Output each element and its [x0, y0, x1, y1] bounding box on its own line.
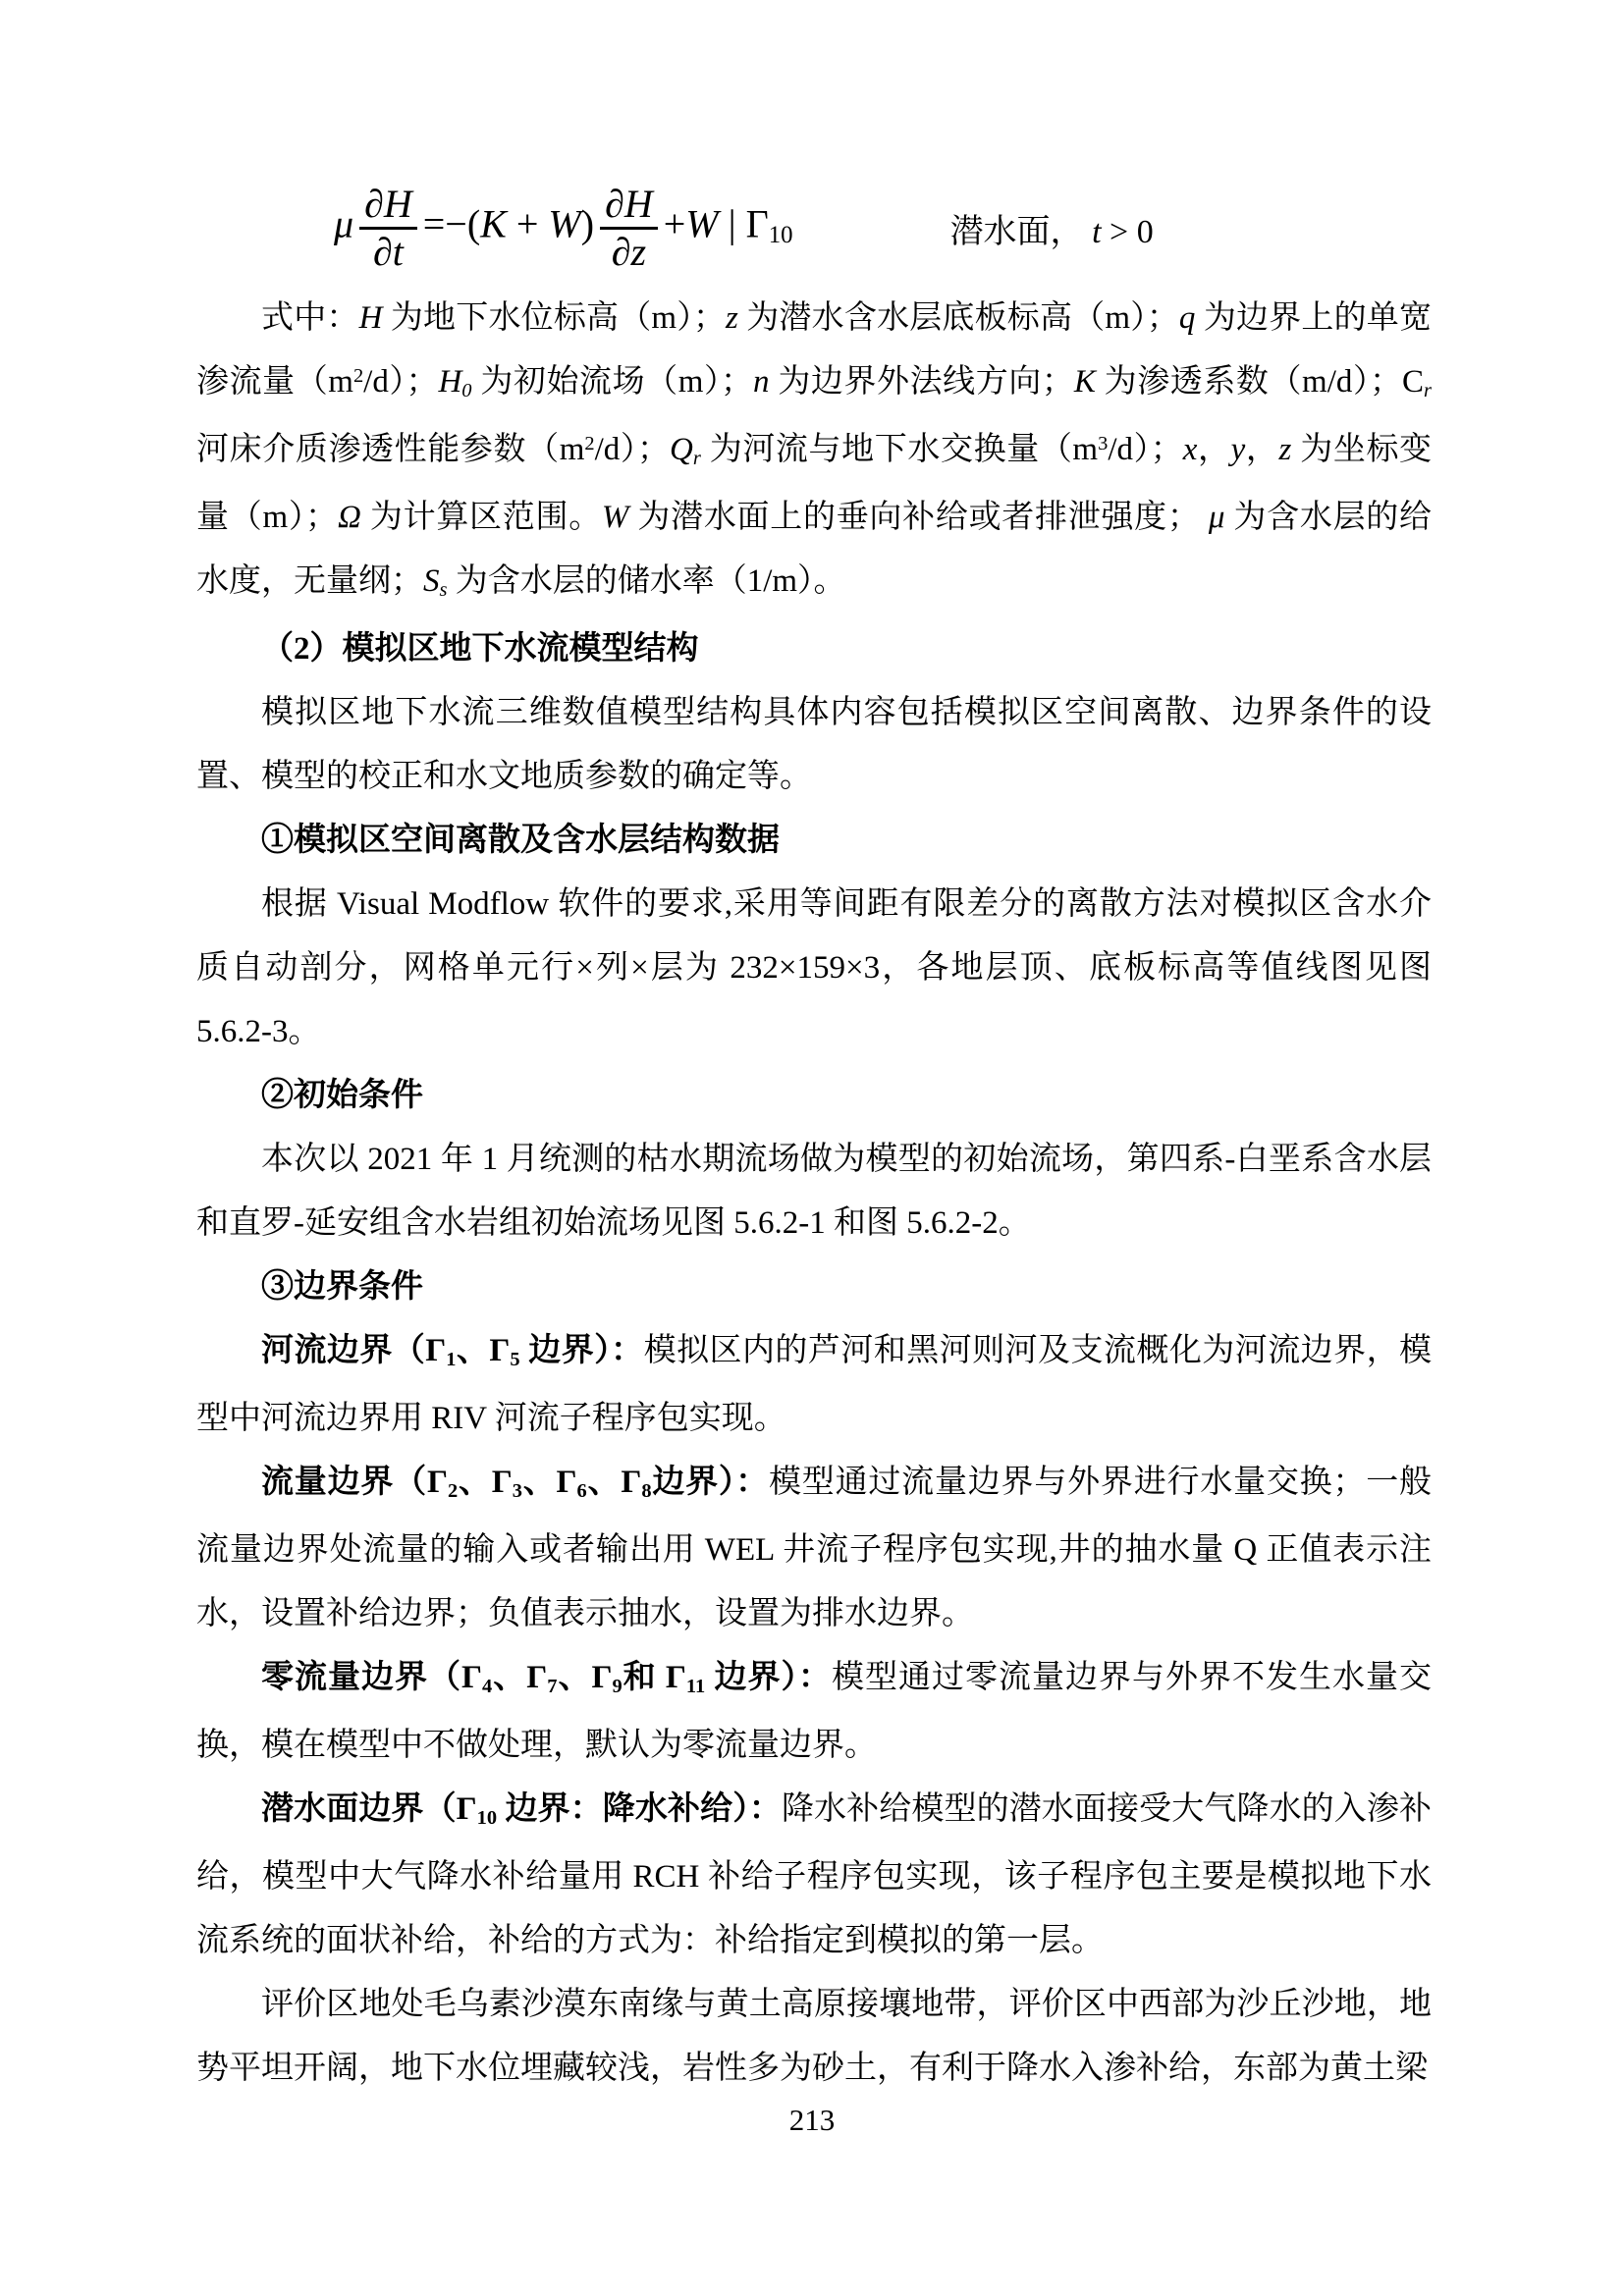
text-segment: ) — [580, 201, 595, 246]
text-segment: 降水补给模型的潜水面接受大气降水的入渗补给，模型中大气降水补给量用 RCH 补给子程序包实现，该子程序包主要是模拟地下水流系统的面状补给，补给的方式为：补给指定到模拟的第一层。 — [196, 1791, 1433, 1958]
text-segment: 2 — [584, 432, 595, 454]
paragraph — [196, 287, 1432, 617]
text-segment: 根据 Visual Modflow 软件的要求,采用等间距有限差分的离散方法对模拟区含水介质自动剖分，网格单元行×列×层为 232×159×3，各地层顶、底板标高等值线图见图 5.6.2-3。 — [196, 886, 1432, 1049]
text-segment: 潜水面边界（Γ — [261, 1791, 477, 1827]
text-segment: 流量边界（Γ — [261, 1465, 448, 1500]
text-segment: 河流边界（Γ — [261, 1333, 447, 1368]
text-segment: 为初始流场（m）； — [471, 364, 754, 400]
text-segment: y — [1230, 432, 1246, 467]
text-segment: 边界）： — [651, 1465, 770, 1500]
text-segment: 为边界上的单宽渗流量（m — [196, 300, 1433, 400]
text-segment: H — [438, 364, 462, 400]
text-segment: 、Γ — [586, 1465, 642, 1500]
text-segment: W — [548, 201, 581, 246]
text-segment: 潜水面， — [949, 214, 1084, 250]
text-segment: s — [439, 578, 448, 601]
text-segment: 3 — [512, 1479, 522, 1502]
text-segment: ②初始条件 — [261, 1078, 423, 1113]
text-segment: 3 — [1098, 432, 1109, 454]
text-segment: 7 — [547, 1675, 558, 1697]
section-heading — [196, 1064, 1432, 1128]
text-segment: > 0 — [1101, 214, 1154, 250]
text-segment: 本次以 2021 年 1 月统测的枯水期流场做为模型的初始流场，第四系-白垩系含水层和直罗-延安组含水岩组初始流场见图 5.6.2-1 和图 5.6.2-2。 — [196, 1142, 1432, 1241]
text-segment: 10 — [768, 222, 793, 249]
document-body — [196, 142, 1432, 2101]
text-segment: W — [601, 500, 629, 535]
section-heading — [196, 1255, 1432, 1319]
text-segment: ①模拟区空间离散及含水层结构数据 — [261, 823, 780, 858]
text-segment: x — [1182, 432, 1198, 467]
text-segment: 为地下水位标高（m）； — [382, 300, 726, 336]
text-segment: 为含水层的给水度，无量纲； — [196, 500, 1432, 599]
text-segment: 、Γ — [456, 1333, 511, 1368]
page-number: 213 — [788, 2103, 836, 2137]
text-segment: 5 — [510, 1348, 520, 1370]
text-segment: 、Γ — [458, 1465, 513, 1500]
text-segment: 为边界外法线方向； — [769, 364, 1074, 400]
text-segment: 11 — [685, 1675, 706, 1697]
paragraph — [196, 1451, 1432, 1646]
text-segment: 、Γ — [521, 1465, 577, 1500]
text-segment — [1084, 214, 1093, 250]
text-segment: 评价区地处毛乌素沙漠东南缘与黄土高原接壤地带，评价区中西部为沙丘沙地，地势平坦开阔，地下水位埋藏较浅，岩性多为砂土，有利于降水入渗补给，东部为黄土梁 — [196, 1987, 1432, 2086]
paragraph — [196, 1319, 1432, 1451]
text-segment: ， — [1197, 432, 1231, 467]
paragraph — [196, 873, 1432, 1064]
text-segment: /d）； — [363, 364, 439, 400]
text-segment: 8 — [641, 1479, 652, 1502]
text-segment: q — [1178, 300, 1196, 336]
text-segment: 模型通过零流量边界与外界不发生水量交换，模在模型中不做处理，默认为零流量边界。 — [196, 1660, 1433, 1763]
text-segment: μ — [334, 201, 354, 246]
paragraph — [196, 1973, 1432, 2101]
text-segment: + — [663, 201, 686, 246]
text-segment: | Γ — [718, 201, 769, 246]
text-segment: K — [480, 201, 507, 246]
section-heading — [196, 809, 1432, 873]
paragraph — [196, 681, 1432, 809]
text-segment: ， — [1245, 432, 1279, 467]
text-segment: 为渗透系数（m/d）；C — [1095, 364, 1425, 400]
text-segment: （2）模拟区地下水流模型结构 — [261, 631, 699, 667]
text-segment: 模型通过流量边界与外界进行水量交换；一般流量边界处流量的输入或者输出用 WEL 井流子程序包实现,井的抽水量 Q 正值表示注水，设置补给边界；负值表示抽水，设置为排水边界。 — [196, 1465, 1433, 1631]
text-segment: 1 — [446, 1348, 457, 1370]
text-segment: 模拟区内的芦河和黑河则河及支流概化为河流边界，模型中河流边界用 RIV 河流子程序包实现。 — [196, 1333, 1433, 1436]
text-segment: 0 — [461, 379, 472, 401]
text-segment: K — [1073, 364, 1096, 400]
text-segment: 、Γ — [492, 1660, 548, 1695]
text-segment: 模拟区地下水流三维数值模型结构具体内容包括模拟区空间离散、边界条件的设置、模型的校正和水文地质参数的确定等。 — [196, 695, 1432, 794]
text-segment: 为河流与地下水交换量（m — [700, 432, 1099, 467]
paragraph — [196, 1128, 1432, 1255]
text-segment: 、Γ — [557, 1660, 613, 1695]
text-segment: =−( — [422, 201, 481, 246]
equation-lhs — [334, 182, 793, 275]
fraction: $\frac{\partial H}{\partial t}$ — [359, 182, 417, 275]
text-segment: 为潜水含水层底板标高（m）； — [737, 300, 1179, 336]
text-segment: Ω — [338, 500, 361, 535]
text-segment: z — [725, 300, 738, 336]
text-segment: 边界：降水补给）： — [497, 1791, 782, 1827]
text-segment: r — [1424, 379, 1433, 401]
text-segment: ③边界条件 — [261, 1269, 423, 1305]
text-segment: z — [1278, 432, 1292, 467]
text-segment: 9 — [612, 1675, 623, 1697]
text-segment: 边界）： — [519, 1333, 644, 1368]
text-segment: 和 Γ — [622, 1660, 686, 1695]
text-segment: 10 — [476, 1806, 498, 1829]
text-segment: /d）； — [1108, 432, 1183, 467]
text-segment: μ — [1208, 500, 1225, 535]
text-segment: 为计算区范围。 — [360, 500, 602, 535]
text-segment: W — [685, 201, 719, 246]
text-segment: Q — [670, 432, 693, 467]
text-segment: 6 — [576, 1479, 587, 1502]
text-segment: 河床介质渗透性能参数（m — [196, 432, 585, 467]
text-segment: r — [692, 447, 701, 469]
equation-condition — [950, 204, 1154, 252]
text-segment: + — [506, 201, 549, 246]
groundwater-equation — [334, 182, 1432, 275]
text-segment: 为坐标变量（m）； — [196, 432, 1433, 535]
paragraph — [196, 1646, 1432, 1778]
text-segment: t — [1092, 214, 1102, 250]
text-segment: 2 — [352, 364, 364, 387]
fraction: $\frac{\partial H}{\partial z}$ — [600, 182, 658, 275]
paragraph — [196, 1778, 1432, 1973]
text-segment: H — [358, 300, 383, 336]
text-segment: 边界）： — [705, 1660, 832, 1695]
text-segment: n — [753, 364, 770, 400]
text-segment: 零流量边界（Γ — [261, 1660, 483, 1695]
section-heading — [196, 617, 1432, 681]
text-segment: 2 — [447, 1479, 459, 1502]
text-segment: 为含水层的储水率（1/m）。 — [447, 563, 846, 599]
text-segment: 为潜水面上的垂向补给或者排泄强度； — [628, 500, 1209, 535]
text-segment: S — [423, 563, 440, 599]
text-segment: 式中： — [261, 300, 359, 336]
text-segment: /d）； — [594, 432, 671, 467]
text-segment: 4 — [482, 1675, 493, 1697]
